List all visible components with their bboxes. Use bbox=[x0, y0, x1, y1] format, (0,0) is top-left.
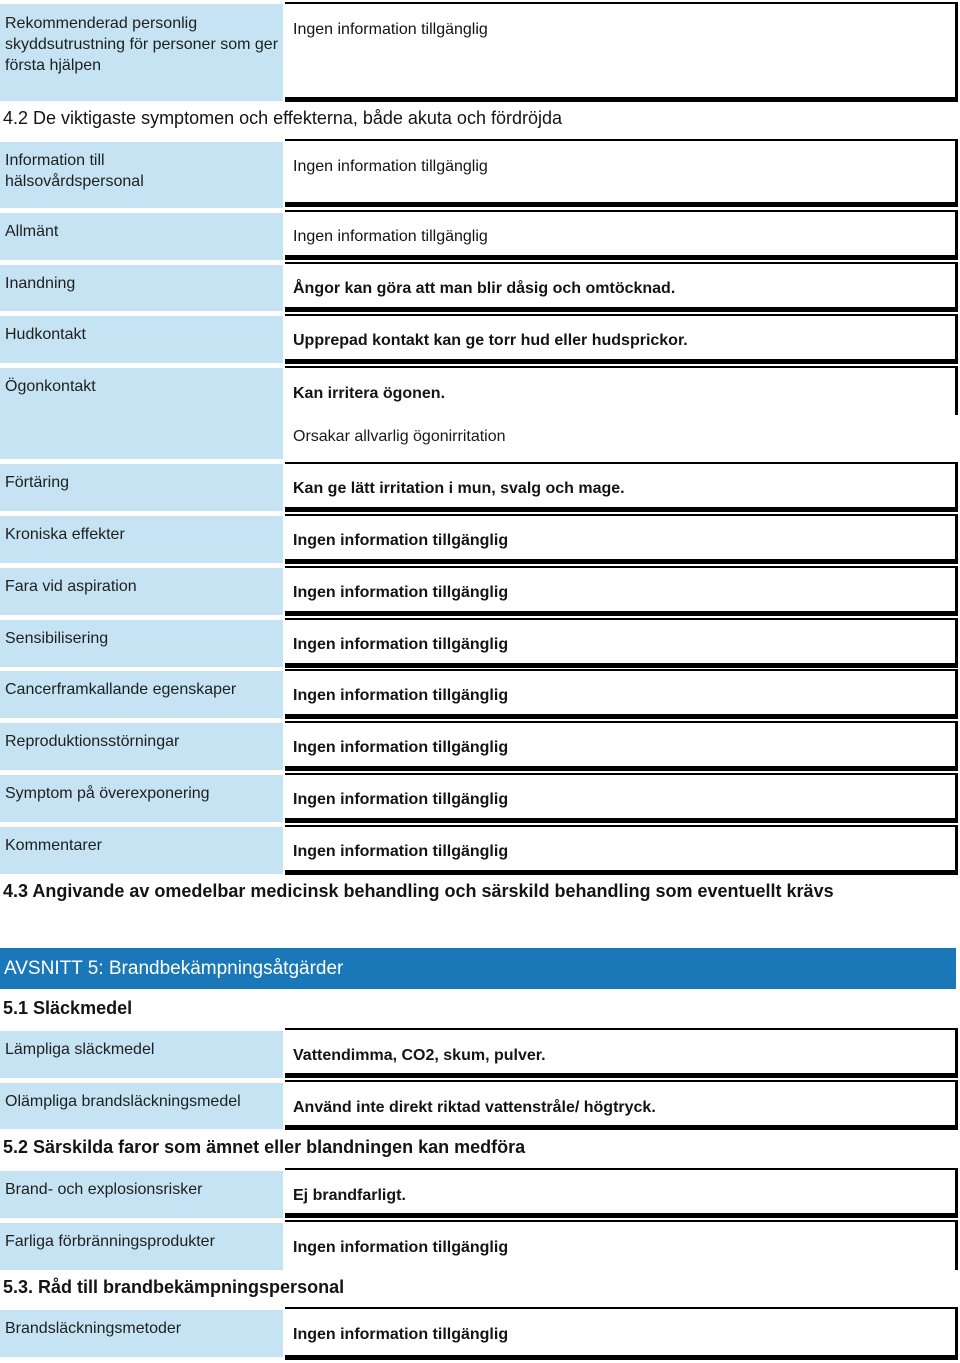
row-value-skin: Upprepad kontakt kan ge torr hud eller hudsprickor. bbox=[285, 314, 958, 364]
row-label-overexposure: Symptom på överexponering bbox=[0, 775, 283, 822]
row-label-unsuitable-media: Olämpliga brandsläckningsmedel bbox=[0, 1083, 283, 1129]
section-5-3-heading: 5.3. Råd till brandbekämpningspersonal bbox=[3, 1277, 345, 1297]
row-value-health-info: Ingen information tillgänglig bbox=[285, 139, 958, 207]
ppe-value: Ingen information tillgänglig bbox=[285, 2, 958, 102]
row-label-health-info: Information till hälsovårdspersonal bbox=[0, 142, 200, 208]
row-label-skin: Hudkontakt bbox=[0, 316, 283, 363]
row-value-inhalation: Ångor kan göra att man blir dåsig och omtöcknad. bbox=[285, 262, 958, 312]
row-value-combustion-products: Ingen information tillgänglig bbox=[285, 1220, 958, 1270]
section-4-3-heading: 4.3 Angivande av omedelbar medicinsk behandling och särskild behandling som eventuellt krävs bbox=[3, 881, 834, 901]
row-value-ingestion: Kan ge lätt irritation i mun, svalg och mage. bbox=[285, 462, 958, 512]
row-value-unsuitable-media: Använd inte direkt riktad vattenstråle/ högtryck. bbox=[285, 1080, 958, 1130]
row-value-chronic: Ingen information tillgänglig bbox=[285, 514, 958, 564]
row-label-inhalation: Inandning bbox=[0, 265, 283, 311]
section-5-title: AVSNITT 5: Brandbekämpningsåtgärder bbox=[0, 948, 956, 989]
row-label-combustion-products: Farliga förbränningsprodukter bbox=[0, 1223, 283, 1270]
row-value-fire-risks: Ej brandfarligt. bbox=[285, 1168, 958, 1218]
eye-note: Orsakar allvarlig ögonirritation bbox=[293, 428, 506, 445]
row-value-comments: Ingen information tillgänglig bbox=[285, 825, 958, 875]
row-value-suitable-media: Vattendimma, CO2, skum, pulver. bbox=[285, 1028, 958, 1078]
row-label-sensitization: Sensibilisering bbox=[0, 620, 283, 667]
row-label-ingestion: Förtäring bbox=[0, 464, 283, 511]
row-label-carcinogenic: Cancerframkallande egenskaper bbox=[0, 671, 283, 718]
row-value-carcinogenic: Ingen information tillgänglig bbox=[285, 669, 958, 719]
row-value-overexposure: Ingen information tillgänglig bbox=[285, 773, 958, 823]
section-5-2-heading: 5.2 Särskilda faror som ämnet eller blandningen kan medföra bbox=[3, 1137, 526, 1157]
row-label-firefighting-methods: Brandsläckningsmetoder bbox=[0, 1310, 283, 1357]
row-label-reproductive: Reproduktionsstörningar bbox=[0, 723, 283, 770]
ppe-label: Rekommenderad personlig skyddsutrustning för personer som ger första hjälpen bbox=[0, 4, 283, 101]
row-value-general: Ingen information tillgänglig bbox=[285, 210, 958, 260]
row-value-sensitization: Ingen information tillgänglig bbox=[285, 618, 958, 668]
row-label-comments: Kommentarer bbox=[0, 827, 283, 874]
row-value-firefighting-methods: Ingen information tillgänglig bbox=[285, 1307, 958, 1360]
row-value-reproductive: Ingen information tillgänglig bbox=[285, 721, 958, 771]
row-label-eye: Ögonkontakt bbox=[0, 368, 283, 459]
section-5-1-heading: 5.1 Släckmedel bbox=[3, 998, 133, 1018]
row-label-chronic: Kroniska effekter bbox=[0, 516, 283, 563]
row-label-aspiration: Fara vid aspiration bbox=[0, 568, 283, 615]
section-4-2-heading: 4.2 De viktigaste symptomen och effekterna, både akuta och fördröjda bbox=[3, 108, 562, 128]
row-label-fire-risks: Brand- och explosionsrisker bbox=[0, 1171, 283, 1218]
row-value-eye: Kan irritera ögonen. bbox=[285, 366, 958, 415]
row-label-suitable-media: Lämpliga släckmedel bbox=[0, 1031, 283, 1078]
row-value-aspiration: Ingen information tillgänglig bbox=[285, 566, 958, 616]
row-label-health-info-bg bbox=[200, 142, 283, 208]
row-label-general: Allmänt bbox=[0, 213, 283, 260]
